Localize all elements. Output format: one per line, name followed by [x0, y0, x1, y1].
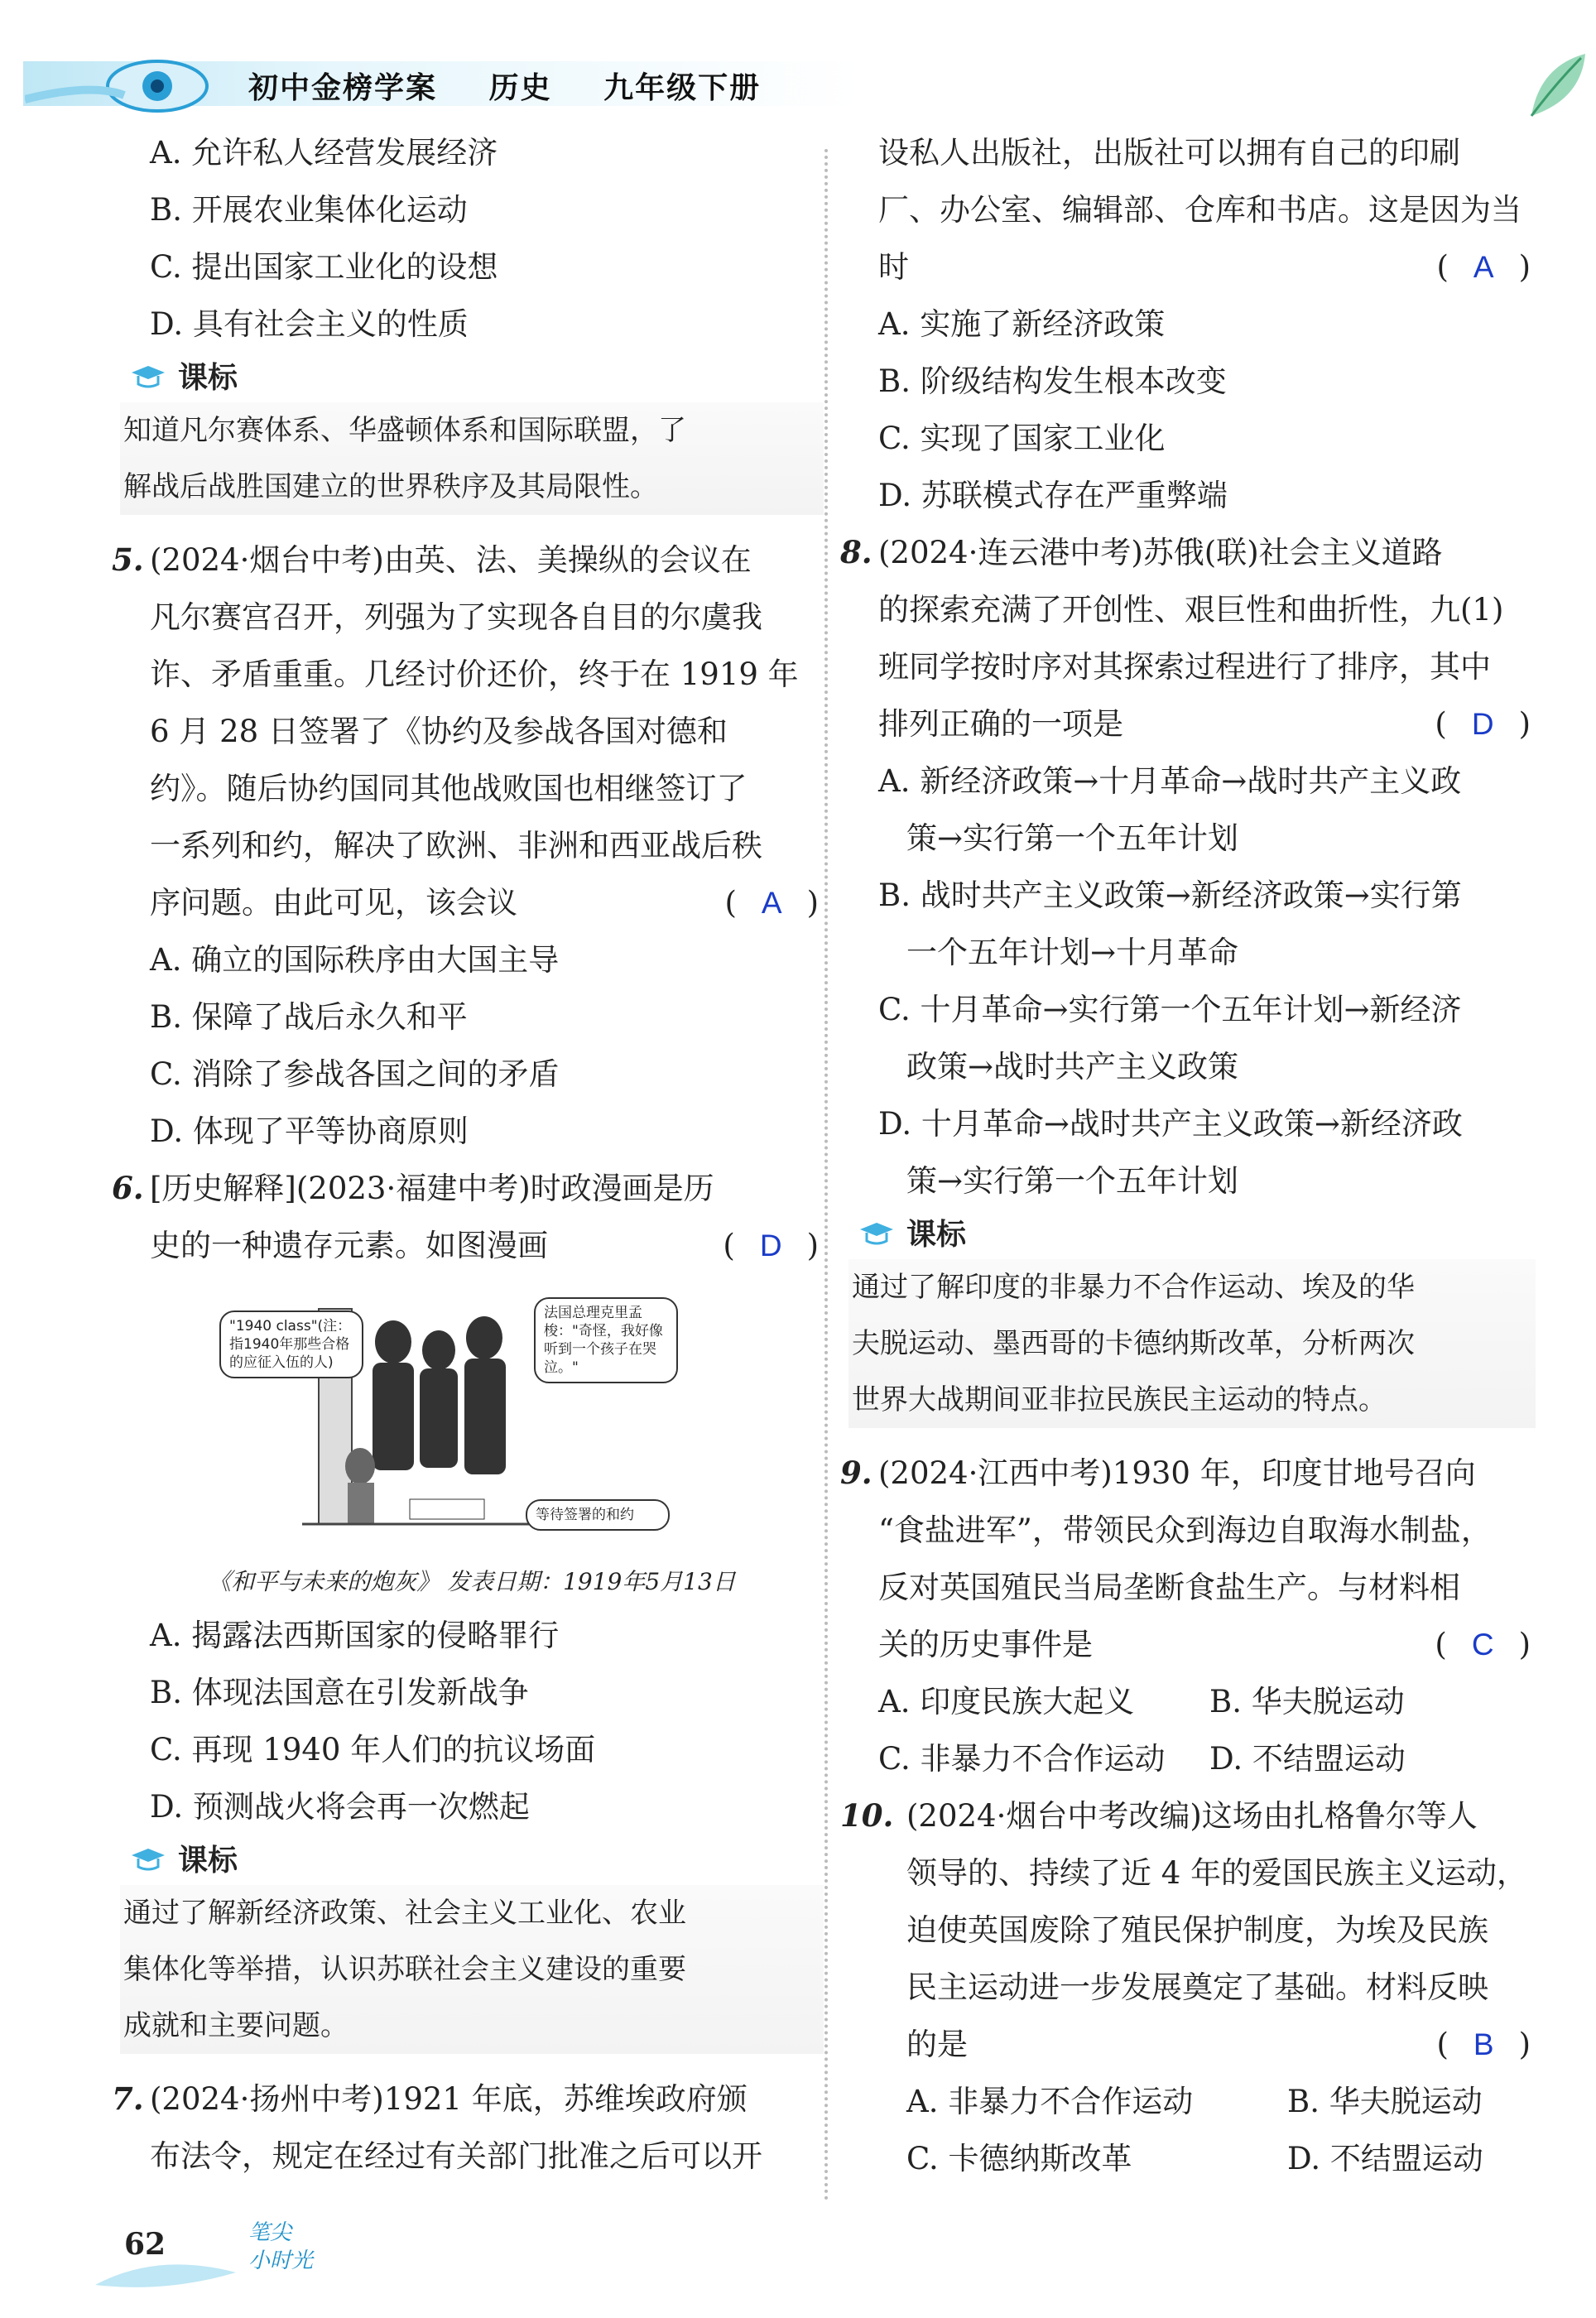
q5-answer-letter: A	[761, 886, 782, 920]
q8-option-d: D. 十月革命→战时共产主义政策→新经济政	[878, 1106, 1463, 1142]
q5-text: 一系列和约，解决了欧洲、非洲和西亚战后秩	[150, 828, 762, 863]
kebiao-box-2	[120, 1885, 824, 2054]
page-number: 62	[124, 2227, 166, 2262]
q9-answer: ( C )	[1435, 1627, 1531, 1662]
q8-option-a: A. 新经济政策→十月革命→战时共产主义政	[878, 763, 1462, 799]
footer-logo-line1: 笔尖	[248, 2220, 292, 2245]
q7-option-d: D. 苏联模式存在严重弊端	[878, 478, 1228, 513]
q9-option-c: C. 非暴力不合作运动	[878, 1741, 1166, 1777]
q5-text: 6 月 28 日签署了《协约及参战各国对德和	[150, 714, 728, 749]
q6-option-a: A. 揭露法西斯国家的侵略罪行	[150, 1618, 560, 1653]
q10-text: 迫使英国废除了殖民保护制度，为埃及民族	[906, 1912, 1488, 1948]
q7-option-b: B. 阶级结构发生根本改变	[878, 363, 1227, 399]
q8-text: (2024·连云港中考)苏俄(联)社会主义道路	[878, 535, 1443, 570]
question-9	[840, 1445, 1536, 1787]
q8-option-b-cont: 一个五年计划→十月革命	[906, 935, 1239, 970]
q4-option-b: B. 开展农业集体化运动	[150, 192, 468, 228]
column-divider	[824, 149, 828, 2202]
q5-number: 5.	[112, 541, 144, 578]
kebiao-line: 解战后战胜国建立的世界秩序及其局限性。	[123, 470, 658, 503]
q7-answer: ( A )	[1436, 249, 1531, 285]
q5-answer: ( A )	[724, 885, 819, 921]
q5-text: (2024·烟台中考)由英、法、美操纵的会议在	[150, 542, 752, 578]
kebiao-heading-2	[120, 1835, 824, 1885]
q10-option-b: B. 华夫脱运动	[1287, 2084, 1483, 2119]
q6-text: 史的一种遗存元素。如图漫画	[150, 1228, 548, 1263]
mortarboard-icon	[130, 364, 166, 389]
question-8	[840, 524, 1536, 1209]
kebiao-line: 集体化等举措，认识苏联社会主义建设的重要	[123, 1953, 686, 1986]
q7-text: 设私人出版社，出版社可以拥有自己的印刷	[878, 135, 1460, 171]
q9-answer-letter: C	[1471, 1628, 1494, 1662]
q4-options	[120, 124, 824, 353]
q9-option-b: B. 华夫脱运动	[1209, 1684, 1405, 1719]
question-7	[112, 2070, 824, 2185]
q5-text: 序问题。由此可见，该会议	[150, 885, 517, 921]
kebiao-line: 通过了解新经济政策、社会主义工业化、农业	[123, 1897, 686, 1930]
q7-text: 布法令，规定在经过有关部门批准之后可以开	[150, 2138, 762, 2174]
kebiao-title-1: 课标	[178, 360, 238, 395]
q6-option-d: D. 预测战火将会再一次燃起	[150, 1789, 530, 1825]
cartoon-image	[203, 1292, 666, 1557]
kebiao-line: 成就和主要问题。	[123, 2009, 349, 2042]
mortarboard-icon	[858, 1221, 895, 1246]
q5-option-a: A. 确立的国际秩序由大国主导	[150, 942, 560, 978]
q8-answer-letter: D	[1471, 707, 1494, 741]
q6-answer-letter: D	[759, 1229, 782, 1262]
q8-text: 排列正确的一项是	[878, 706, 1123, 742]
q10-answer: ( B )	[1436, 2027, 1531, 2062]
q5-option-c: C. 消除了参战各国之间的矛盾	[150, 1056, 560, 1092]
q8-number: 8.	[840, 534, 873, 570]
q8-option-c: C. 十月革命→实行第一个五年计划→新经济	[878, 992, 1462, 1027]
q8-option-d-cont: 策→实行第一个五年计划	[906, 1163, 1239, 1199]
q10-text: 的是	[906, 2027, 968, 2062]
question-10	[840, 1787, 1536, 2187]
kebiao-line: 夫脱运动、墨西哥的卡德纳斯改革，分析两次	[852, 1327, 1415, 1360]
q5-text: 诈、矛盾重重。几经讨价还价，终于在 1919 年	[150, 656, 799, 692]
q9-number: 9.	[840, 1455, 873, 1491]
q7-text: (2024·扬州中考)1921 年底，苏维埃政府颁	[150, 2081, 748, 2117]
header-series: 初中金榜学案	[248, 70, 438, 105]
q7-answer-letter: A	[1473, 250, 1494, 284]
q10-option-d: D. 不结盟运动	[1287, 2141, 1483, 2176]
q4-option-a: A. 允许私人经营发展经济	[150, 135, 498, 171]
q8-text: 班同学按时序对其探索过程进行了排序，其中	[878, 649, 1491, 685]
q5-text: 凡尔赛宫召开，列强为了实现各自目的尔虞我	[150, 599, 762, 635]
kebiao-line: 世界大战期间亚非拉民族民主运动的特点。	[852, 1383, 1387, 1416]
footer-logo-line2: 小时光	[248, 2248, 314, 2273]
question-5	[112, 531, 824, 1160]
q10-option-a: A. 非暴力不合作运动	[906, 2084, 1194, 2119]
q9-text: 关的历史事件是	[878, 1627, 1093, 1662]
q4-option-d: D. 具有社会主义的性质	[150, 306, 469, 342]
cartoon-bubble-clemenceau: 法国总理克里孟梭："奇怪，我好像听到一个孩子在哭泣。"	[534, 1297, 678, 1383]
q7-number: 7.	[112, 2080, 144, 2117]
header-subject: 历史	[488, 70, 552, 105]
kebiao-heading-1	[120, 353, 824, 402]
q10-text: 领导的、持续了近 4 年的爱国民族主义运动，	[906, 1855, 1528, 1891]
left-column	[112, 124, 824, 2185]
q6-text: [历史解释](2023·福建中考)时政漫画是历	[150, 1171, 714, 1206]
q8-answer: ( D )	[1435, 706, 1531, 742]
q7-option-a: A. 实施了新经济政策	[878, 306, 1166, 342]
page-header	[0, 0, 1596, 124]
q8-option-a-cont: 策→实行第一个五年计划	[906, 820, 1239, 856]
cartoon-bubble-class: "1940 class"(注：指1940年那些合格的应征入伍的人)	[219, 1310, 363, 1378]
header-title	[248, 65, 800, 107]
q6-option-c: C. 再现 1940 年人们的抗议场面	[150, 1732, 596, 1767]
kebiao-line: 通过了解印度的非暴力不合作运动、埃及的华	[852, 1271, 1415, 1304]
right-column	[840, 124, 1536, 2187]
footer-logo	[248, 2219, 313, 2275]
q8-option-c-cont: 政策→战时共产主义政策	[906, 1049, 1239, 1084]
kebiao-line: 知道凡尔赛体系、华盛顿体系和国际联盟，了	[123, 414, 686, 447]
cartoon-bubble-treaty: 等待签署的和约	[526, 1499, 670, 1531]
q10-text: (2024·烟台中考改编)这场由扎格鲁尔等人	[906, 1798, 1478, 1834]
q10-option-c: C. 卡德纳斯改革	[906, 2141, 1132, 2176]
q10-text: 民主运动进一步发展奠定了基础。材料反映	[906, 1969, 1488, 2005]
eye-logo-icon	[25, 50, 224, 116]
kebiao-box-1	[120, 402, 824, 515]
leaf-icon	[1523, 50, 1589, 124]
q10-number: 10.	[840, 1797, 894, 1834]
q10-answer-letter: B	[1473, 2027, 1494, 2061]
q9-option-d: D. 不结盟运动	[1209, 1741, 1406, 1777]
question-6	[112, 1160, 824, 1835]
question-7-continued	[848, 124, 1536, 524]
q9-text: 反对英国殖民当局垄断食盐生产。与材料相	[878, 1570, 1460, 1605]
q4-option-c: C. 提出国家工业化的设想	[150, 249, 498, 285]
q5-option-b: B. 保障了战后永久和平	[150, 999, 468, 1035]
q7-option-c: C. 实现了国家工业化	[878, 421, 1166, 456]
q5-option-d: D. 体现了平等协商原则	[150, 1113, 469, 1149]
kebiao-heading-3	[848, 1209, 1536, 1259]
q8-option-b: B. 战时共产主义政策→新经济政策→实行第	[878, 878, 1462, 913]
q6-answer: ( D )	[723, 1228, 819, 1263]
cartoon-caption: 《和平与未来的炮灰》 发表日期：1919年5月13日	[208, 1568, 736, 1595]
q9-text: (2024·江西中考)1930 年，印度甘地号召向	[878, 1455, 1476, 1491]
header-grade: 九年级下册	[603, 70, 762, 105]
mortarboard-icon	[130, 1847, 166, 1872]
q5-text: 约》。随后协约国同其他战败国也相继签订了	[150, 771, 748, 806]
q7-text: 时	[878, 249, 909, 285]
q8-text: 的探索充满了开创性、艰巨性和曲折性，九(1)	[878, 592, 1504, 628]
q7-text: 厂、办公室、编辑部、仓库和书店。这是因为当	[878, 192, 1521, 228]
q6-option-b: B. 体现法国意在引发新战争	[150, 1675, 529, 1710]
kebiao-title-3: 课标	[906, 1217, 967, 1252]
kebiao-box-3	[848, 1259, 1536, 1428]
q6-number: 6.	[112, 1170, 144, 1206]
kebiao-title-2: 课标	[178, 1843, 238, 1878]
q9-option-a: A. 印度民族大起义	[878, 1684, 1135, 1719]
q9-text: “食盐进军”，带领民众到海边自取海水制盐，	[878, 1512, 1492, 1548]
